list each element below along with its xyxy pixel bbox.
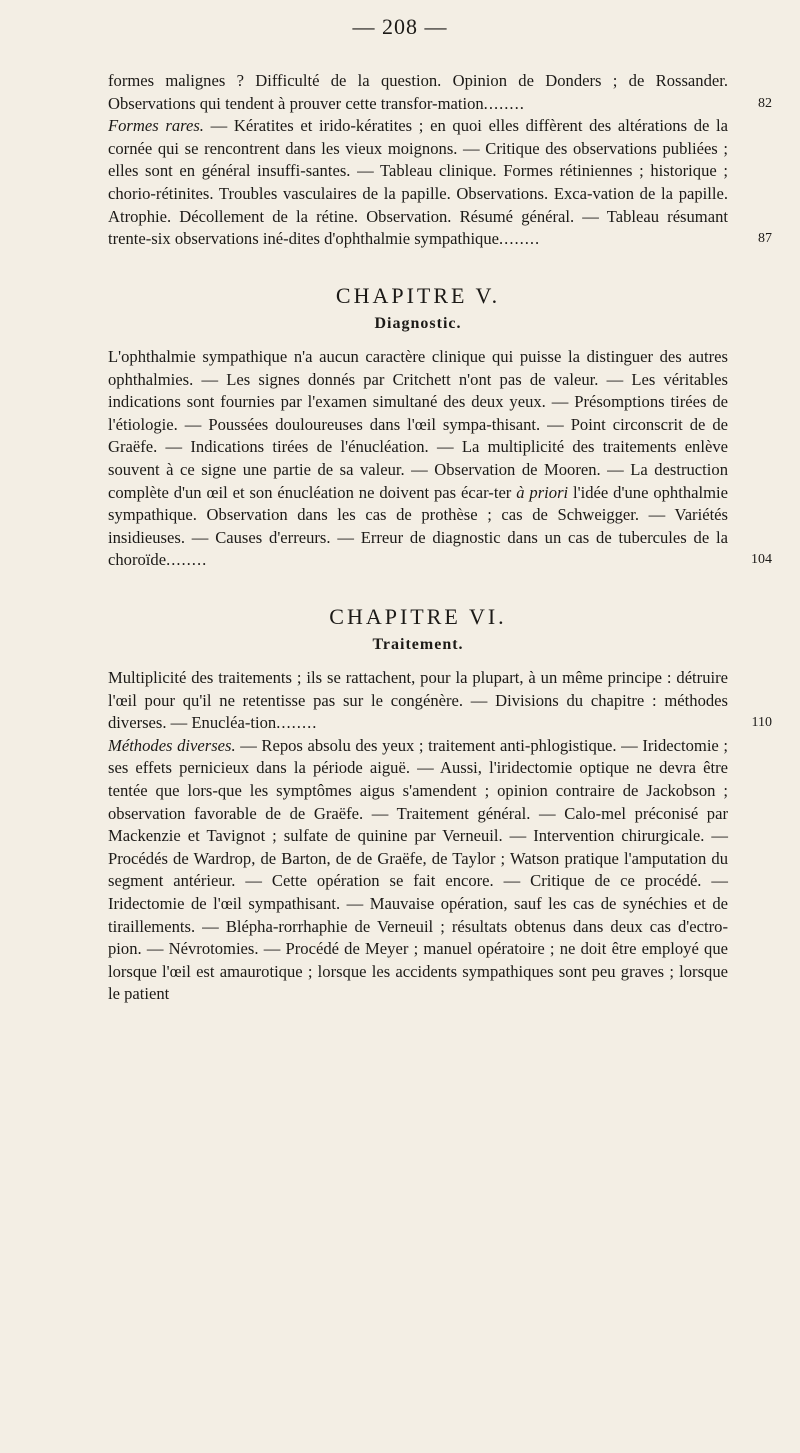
entry-text: — Repos absolu des yeux ; traitement anti-phlogistique. — Iridectomie ; ses effets pernicieux dans la période aiguë. — Aussi, l'iridectomie optique ne devra être tentée que lors-que les symptômes aigus s'amendent ; opinion contraire de Jackobson ; observation favorable de de Graëfe. — Traitement général. — Calo-mel préconisé par Mackenzie et Tavignot ; sulfate de quinine par Verneuil. — Intervention chirurgicale. — Procédés de Wardrop, de Barton, de de Graëfe, de Taylor ; Watson pratique l'amputation du segment antérieur. — Cette opération se fait encore. — Critique de ce procédé. — Iridectomie de l'œil sympathisant. — Mauvaise opération, sauf les cas de synéchies et de tiraillements. — Blépha-rorrhaphie de Verneuil ; résultats obtenus dans deux cas d'ectro-pion. — Névrotomies. — Procédé de Meyer ; manuel opératoire ; ne doit être employé que lorsque l'œil est amaurotique ; lorsque les accidents sympathiques sont peu graves ; lorsque le patient [108,735,728,1004]
entry-text: L'ophthalmie sympathique n'a aucun caractère clinique qui puisse la distinguer des autres ophthalmies. — Les signes donnés par Critchett n'ont pas de valeur. — Les véritables indications sont fournies par l'examen simultané des deux yeux. — Présomptions tirées de l'étiologie. — Poussées douloureuses dans l'œil sympa-thisant. — Point circonscrit de de Graëfe. — Indications tirées de l'énucléation. — La multiplicité des traitements enlève souvent à ce signe une partie de sa valeur. — Observation de Mooren. — La destruction complète d'un œil et son énucléation ne doivent pas écar-ter [108,346,728,502]
table-of-contents [108,70,772,1006]
entry-text-cont: l'idée d'une ophthalmie sympathique. Observation dans les cas de prothèse ; cas de Schweigger. — Variétés insidieuses. — Causes d'erreurs. — Erreur de diagnostic dans un cas de tubercules de la choroïde [108,482,728,570]
toc-entry-formes-malignes [108,70,772,115]
toc-entry-formes-rares [108,115,772,251]
chapter-title: CHAPITRE V. [335,282,501,308]
leader-dots: ........ [499,229,541,249]
entry-text: formes malignes ? Difficulté de la question. Opinion de Donders ; de Rossander. Observations qui tendent à prouver cette transfor-mation [108,71,728,113]
leader-dots: ........ [166,550,208,570]
entry-page-number: 87 [758,231,772,247]
toc-entry-diagnostic [108,346,772,572]
page-number: — 208 — [352,14,448,39]
entry-text: — Kératites et irido-kératites ; en quoi elles diffèrent des altérations de la cornée qui se rencontrent dans les vieux moignons. — Critique des observations publiées ; elles sont en général insuffi-santes. — Tableau clinique. Formes rétiniennes ; historique ; chorio-rétinites. Troubles vasculaires de la papille. Observations. Exca-vation de la papille. Atrophie. Décollement de la rétine. Observation. Résumé général. — Tableau résumant trente-six observations iné-dites d'ophthalmie sympathique [108,116,728,249]
toc-entry-traitement [108,667,772,735]
chapter-subtitle: Diagnostic. [374,315,462,333]
toc-entry-methodes-diverses [108,735,728,1006]
entry-page-number: 104 [751,552,772,568]
leader-dots: ........ [276,713,318,733]
entry-heading: Méthodes diverses. [108,735,236,755]
entry-page-number: 82 [758,95,772,111]
entry-page-number: 110 [751,715,772,731]
leader-dots: ........ [483,93,525,113]
entry-heading: Formes rares. [108,116,204,136]
entry-text: Multiplicité des traitements ; ils se rattachent, pour la plupart, à un même principe : détruire l'œil pour qu'il ne retentisse pas sur le congénère. — Divisions du chapitre : méthodes diverses. — Enucléa-tion [108,668,728,733]
chapter-subtitle: Traitement. [372,636,464,654]
chapter-title: CHAPITRE VI. [329,603,507,629]
entry-italic: à priori [516,482,569,502]
